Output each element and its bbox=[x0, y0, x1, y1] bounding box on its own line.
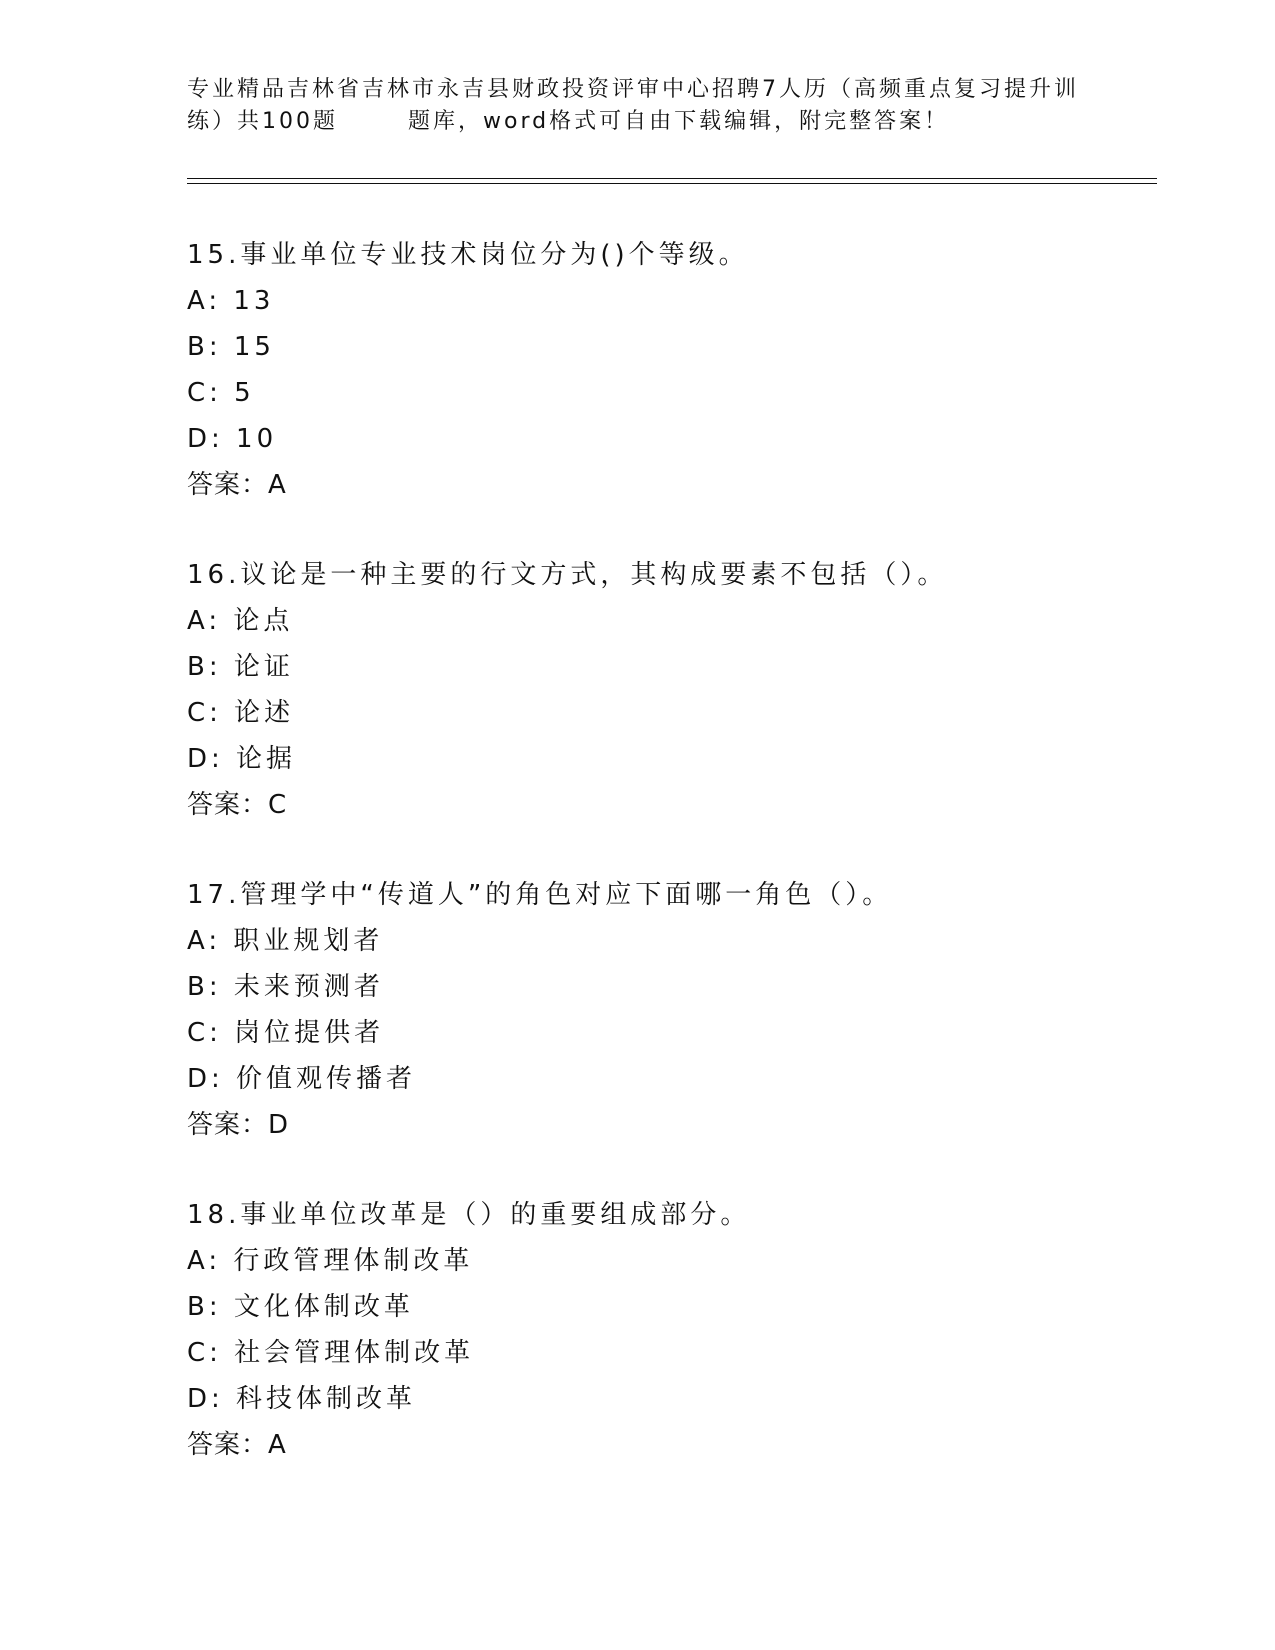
document-header bbox=[187, 74, 1087, 138]
option-a: A: 论点 bbox=[187, 606, 294, 636]
question-stem: 16.议论是一种主要的行文方式，其构成要素不包括（）。 bbox=[187, 560, 948, 590]
answer-line bbox=[187, 1102, 1147, 1148]
option-d: D: 10 bbox=[187, 424, 278, 454]
option-a: A: 行政管理体制改革 bbox=[187, 1246, 474, 1276]
header-line-2 bbox=[187, 106, 1087, 138]
question-stem: 15.事业单位专业技术岗位分为()个等级。 bbox=[187, 240, 749, 270]
header-line-2-part-a: 练）共100题 bbox=[187, 109, 338, 134]
header-line-1: 专业精品吉林省吉林市永吉县财政投资评审中心招聘7人历（高频重点复习提升训 bbox=[187, 77, 1079, 102]
answer-value: A bbox=[268, 1430, 287, 1460]
question-17 bbox=[187, 872, 1147, 1148]
option-d: D: 科技体制改革 bbox=[187, 1384, 417, 1414]
answer-value: C bbox=[268, 790, 288, 820]
option-c: C: 5 bbox=[187, 378, 255, 408]
answer-value: D bbox=[268, 1110, 290, 1140]
option-c: C: 论述 bbox=[187, 698, 295, 728]
option-a: A: 职业规划者 bbox=[187, 926, 384, 956]
option-d: D: 价值观传播者 bbox=[187, 1064, 417, 1094]
answer-label: 答案： bbox=[187, 470, 269, 500]
option-b: B: 论证 bbox=[187, 652, 294, 682]
answer-line bbox=[187, 782, 1147, 828]
question-stem: 17.管理学中“传道人”的角色对应下面哪一角色（）。 bbox=[187, 880, 893, 910]
question-15 bbox=[187, 232, 1147, 508]
question-stem: 18.事业单位改革是（）的重要组成部分。 bbox=[187, 1200, 751, 1230]
answer-line bbox=[187, 462, 1147, 508]
question-18 bbox=[187, 1192, 1147, 1468]
answer-label: 答案： bbox=[187, 1430, 269, 1460]
header-line-2-part-b: 题库，word格式可自由下载编辑，附完整答案！ bbox=[408, 109, 950, 134]
header-divider-top bbox=[187, 178, 1157, 179]
question-16 bbox=[187, 552, 1147, 828]
option-b: B: 文化体制改革 bbox=[187, 1292, 414, 1322]
answer-label: 答案： bbox=[187, 1110, 269, 1140]
option-c: C: 社会管理体制改革 bbox=[187, 1338, 475, 1368]
answer-label: 答案： bbox=[187, 790, 269, 820]
option-b: B: 未来预测者 bbox=[187, 972, 384, 1002]
answer-line bbox=[187, 1422, 1147, 1468]
option-a: A: 13 bbox=[187, 286, 275, 316]
option-b: B: 15 bbox=[187, 332, 275, 362]
option-c: C: 岗位提供者 bbox=[187, 1018, 385, 1048]
option-d: D: 论据 bbox=[187, 744, 297, 774]
header-divider-bottom bbox=[187, 183, 1157, 184]
answer-value: A bbox=[268, 470, 287, 500]
